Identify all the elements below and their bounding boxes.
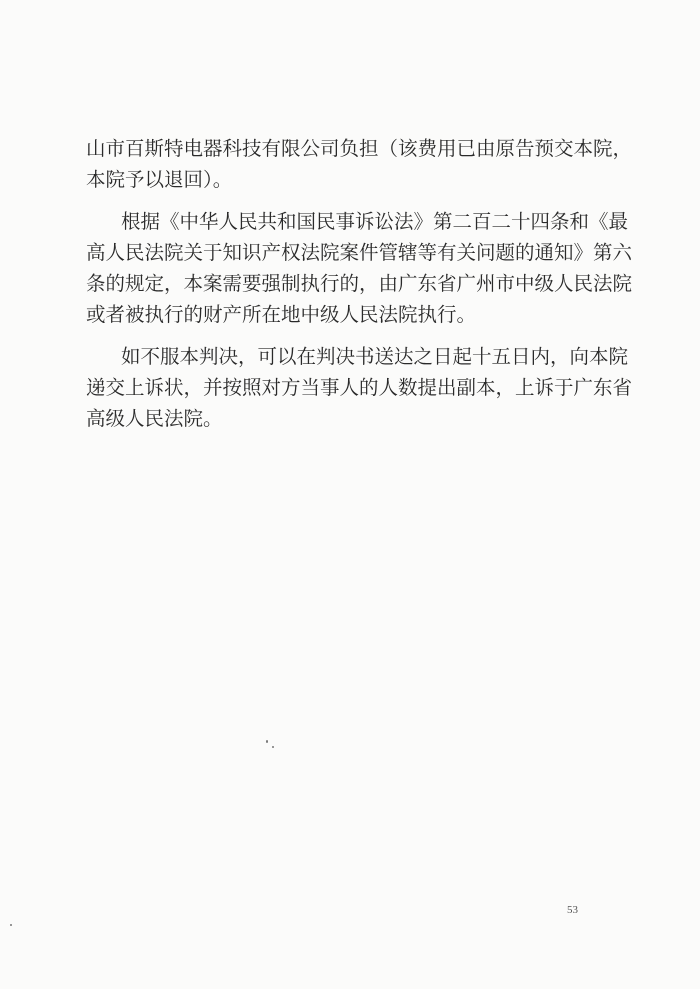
paragraph-spacer — [86, 330, 606, 341]
scan-speck — [10, 924, 12, 926]
text-line: 根据《中华人民共和国民事诉讼法》第二百二十四条和《最 — [121, 210, 629, 233]
text-line: 如不服本判决，可以在判决书送达之日起十五日内，向本院 — [121, 345, 629, 368]
text-line: 山市百斯特电器科技有限公司负担（该费用已由原告预交本院， — [86, 137, 633, 160]
document-body — [86, 133, 633, 434]
paragraph-cost-burden — [86, 133, 633, 195]
paragraph-appeal — [86, 341, 633, 434]
scan-speck — [272, 746, 274, 748]
text-line: 递交上诉状，并按照对方当事人的人数提出副本，上诉于广东省 — [86, 376, 633, 399]
text-line: 或者被执行的财产所在地中级人民法院执行。 — [86, 303, 477, 326]
text-line: 高级人民法院。 — [86, 407, 223, 430]
text-line: 条的规定，本案需要强制执行的，由广东省广州市中级人民法院 — [86, 272, 633, 295]
page-number: 53 — [567, 904, 578, 916]
paragraph-spacer — [86, 195, 606, 206]
text-line: 高人民法院关于知识产权法院案件管辖等有关问题的通知》第六 — [86, 241, 633, 264]
scan-speck — [266, 740, 268, 743]
text-line: 本院予以退回）。 — [86, 168, 233, 191]
paragraph-enforcement — [86, 206, 633, 330]
